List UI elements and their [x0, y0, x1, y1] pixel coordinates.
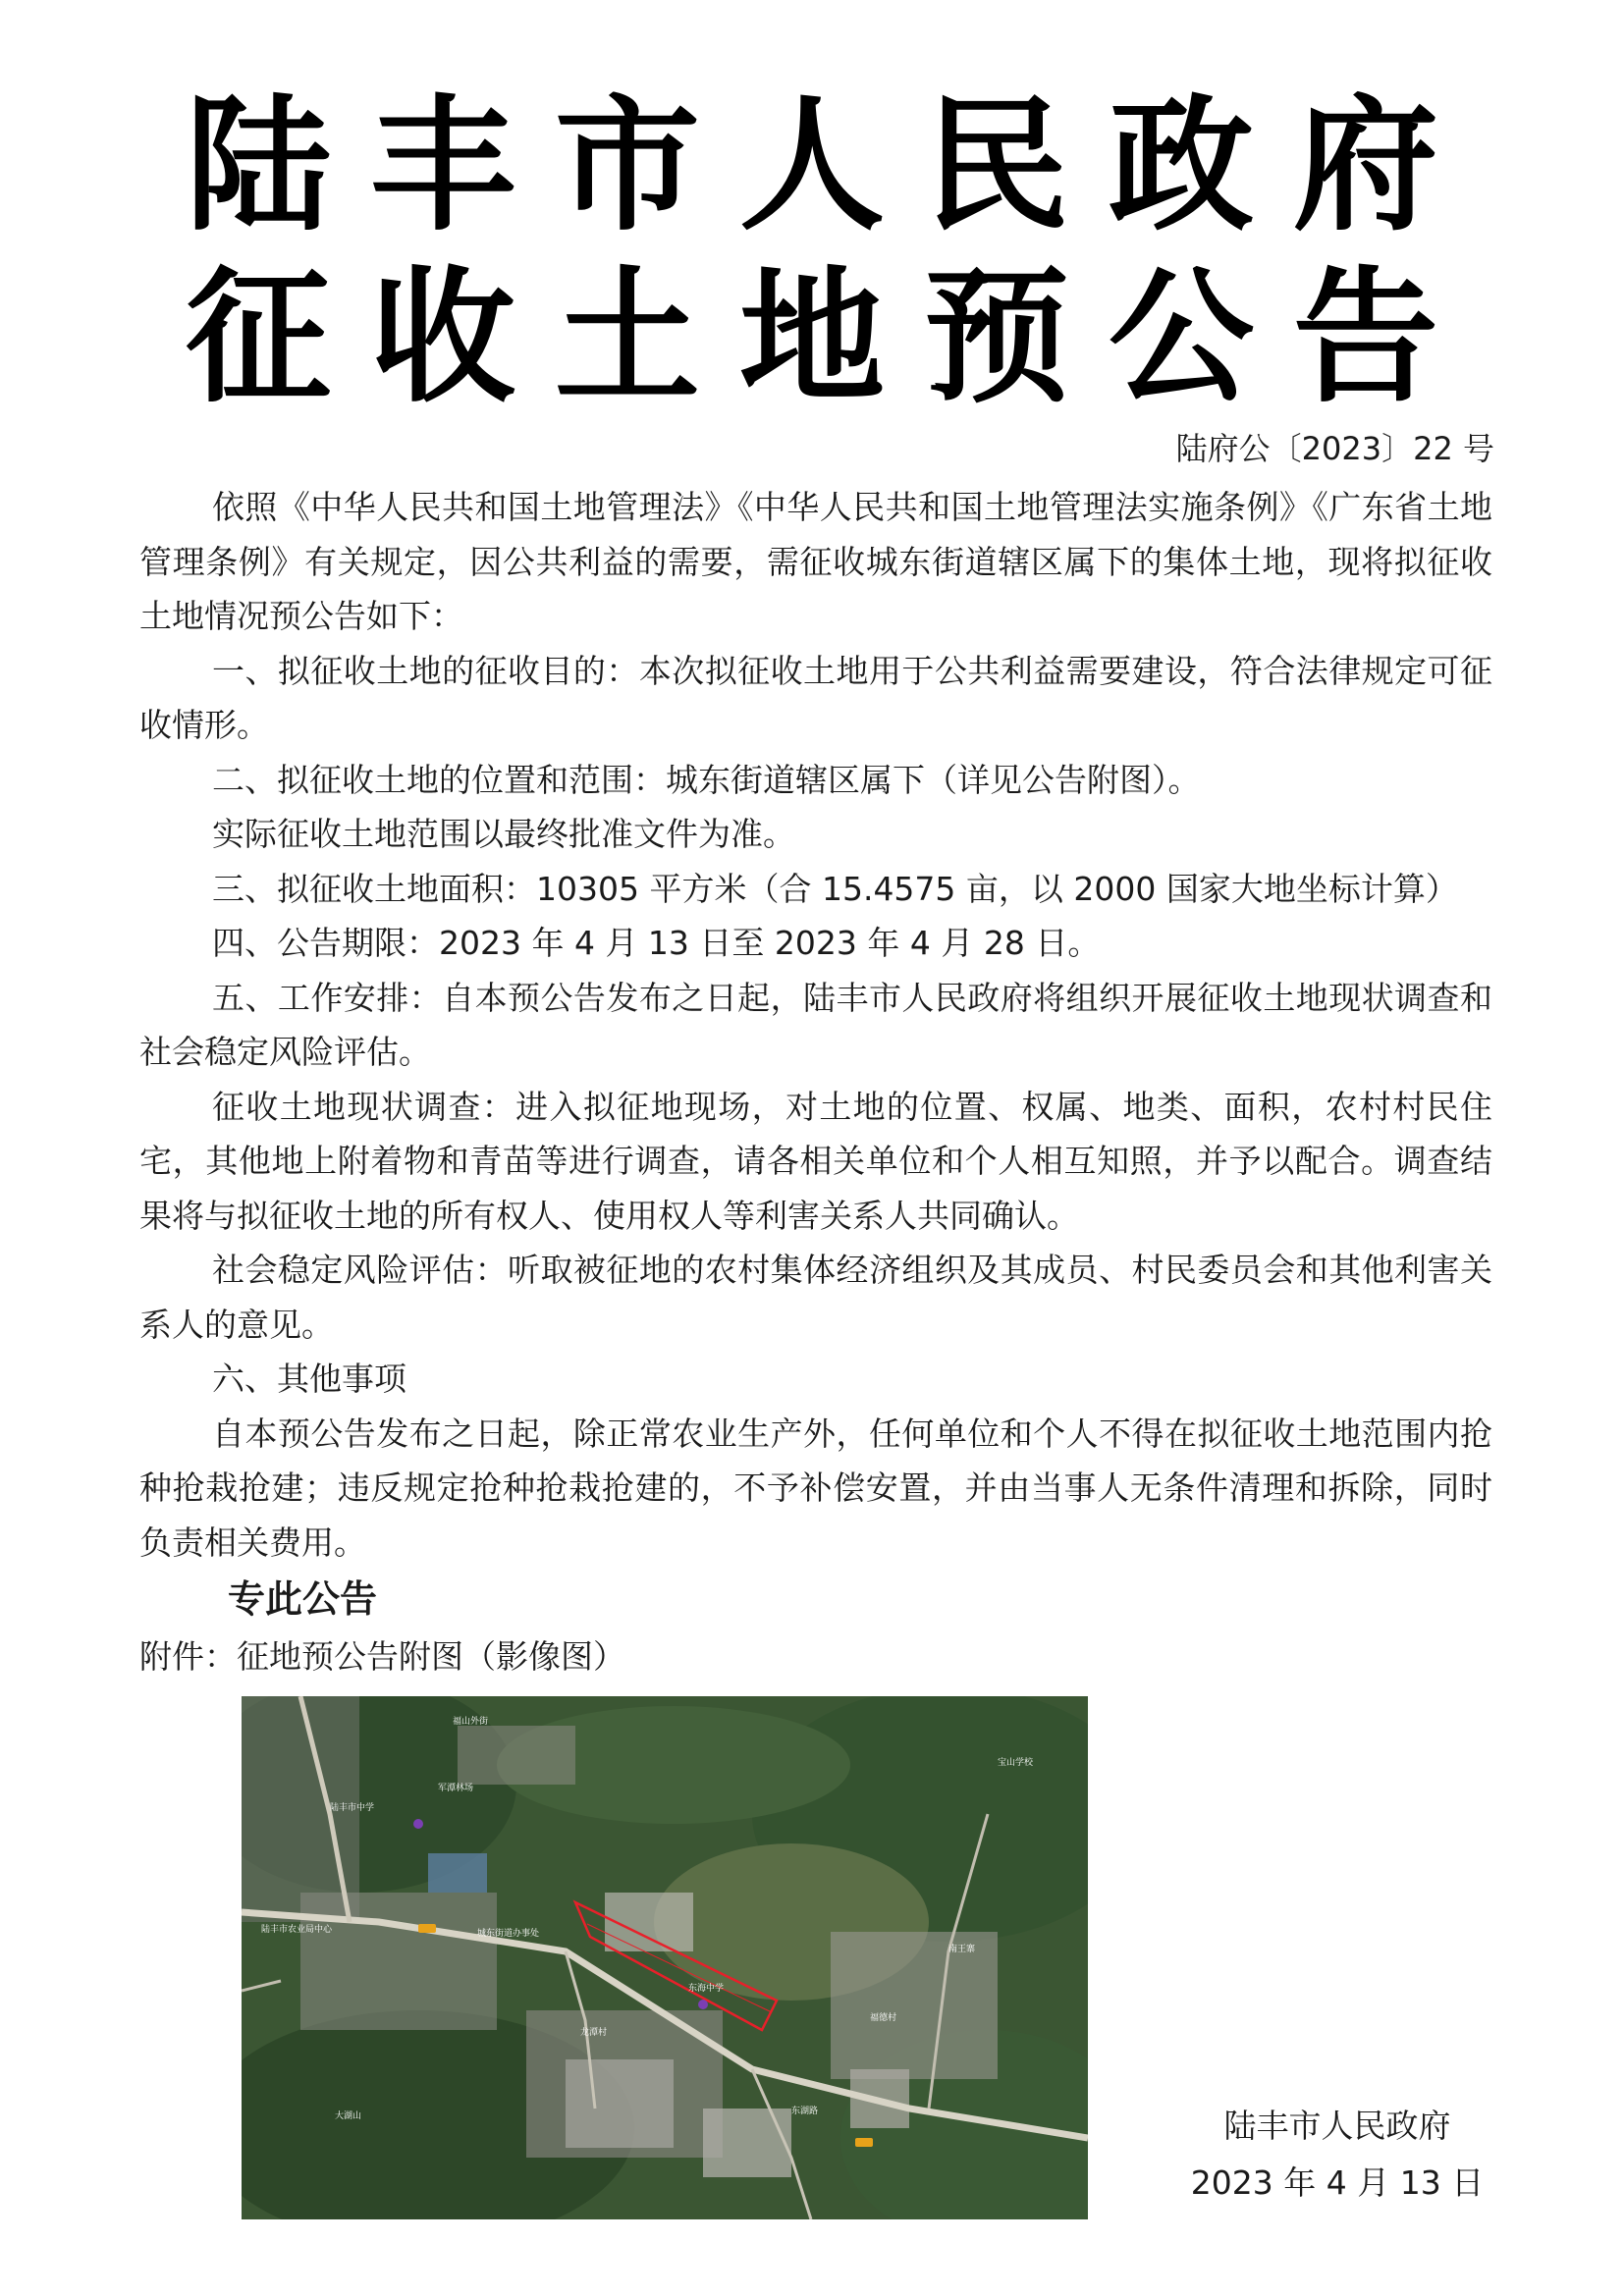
- map-label: 宝山学校: [998, 1758, 1034, 1768]
- closing-phrase: 专此公告: [228, 1576, 378, 1621]
- survey-paragraph: 征收土地现状调查：进入拟征地现场，对土地的位置、权属、地类、面积，农村村民住宅，其他地上附着物和青苗等进行调查，请各相关单位和个人相互知照，并予以配合。调查结果将与拟征收土地的所有权人、使用权人等利害关系人共同确认。: [139, 1087, 1492, 1235]
- intro-paragraph: 依照《中华人民共和国土地管理法》《中华人民共和国土地管理法实施条例》《广东省土地管理条例》有关规定，因公共利益的需要，需征收城东街道辖区属下的集体土地，现将拟征收土地情况预公告如下：: [139, 488, 1492, 635]
- location-paragraph: 二、拟征收土地的位置和范围：城东街道辖区属下（详见公告附图）。: [212, 760, 1201, 799]
- road-sign-icon: [855, 2138, 873, 2147]
- map-label: 龙潭村: [580, 2028, 608, 2038]
- satellite-map-image: [242, 1696, 1088, 2219]
- road-sign-icon: [418, 1924, 436, 1933]
- map-marker-icon: [698, 2000, 708, 2009]
- scope-note-paragraph: 实际征收土地范围以最终批准文件为准。: [212, 815, 795, 853]
- purpose-paragraph: 一、拟征收土地的征收目的：本次拟征收土地用于公共利益需要建设，符合法律规定可征收情形。: [139, 651, 1492, 744]
- map-label: 陆丰市中学: [330, 1803, 375, 1813]
- map-label: 福德村: [870, 2013, 897, 2023]
- map-label: 城东街道办事处: [477, 1929, 540, 1939]
- attachment-caption: 附件：征地预公告附图（影像图）: [139, 1637, 625, 1676]
- map-label: 陆丰市农业局中心: [261, 1925, 333, 1935]
- risk-assessment-paragraph: 社会稳定风险评估：听取被征地的农村集体经济组织及其成员、村民委员会和其他利害关系人的意见。: [139, 1251, 1492, 1344]
- issuing-organization: 陆丰市人民政府: [1223, 2107, 1451, 2145]
- notice-body: [139, 480, 1492, 1570]
- issue-date: 2023 年 4 月 13 日: [1190, 2163, 1485, 2202]
- map-label: 军潭林场: [438, 1784, 474, 1793]
- period-paragraph: 四、公告期限：2023 年 4 月 13 日至 2023 年 4 月 28 日。: [212, 924, 1101, 962]
- document-number: 陆府公〔2023〕22 号: [1175, 430, 1494, 467]
- notice-title-line-2: 征收土地预公告: [186, 253, 1478, 422]
- signature-block: [1180, 2098, 1494, 2212]
- other-matters-paragraph: 自本预公告发布之日起，除正常农业生产外，任何单位和个人不得在拟征收土地范围内抢种抢栽抢建；违反规定抢种抢栽抢建的，不予补偿安置，并由当事人无条件清理和拆除，同时负责相关费用。: [139, 1414, 1492, 1562]
- area-paragraph: 三、拟征收土地面积：10305 平方米（合 15.4575 亩，以 2000 国家大地坐标计算）: [212, 869, 1458, 908]
- map-marker-icon: [413, 1819, 423, 1829]
- map-label: 大湖山: [335, 2111, 362, 2121]
- map-label: 东湖路: [791, 2107, 819, 2116]
- notice-title-line-1: 陆丰市人民政府: [186, 81, 1478, 250]
- other-matters-heading: 六、其他事项: [212, 1360, 406, 1398]
- work-arrangement-paragraph: 五、工作安排：自本预公告发布之日起，陆丰市人民政府将组织开展征收土地现状调查和社会稳定风险评估。: [139, 978, 1492, 1071]
- map-label: 东海中学: [688, 1984, 725, 1994]
- map-label: 福山外街: [453, 1717, 489, 1727]
- map-label: 南王寨: [948, 1945, 976, 1954]
